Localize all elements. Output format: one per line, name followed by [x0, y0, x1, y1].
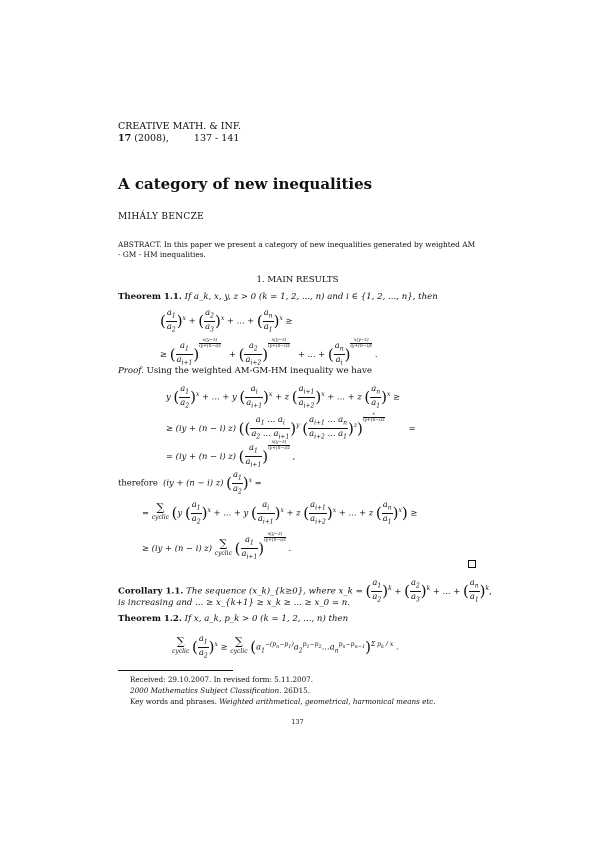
section-heading: 1. MAIN RESULTS [256, 275, 339, 285]
proof-label: Proof. [118, 366, 144, 376]
theorem-1-2 [118, 614, 348, 625]
therefore-line: therefore (iy + (n − i) z) ( $\frac{a_1}{a_2}$ )$^x$ = [118, 469, 262, 496]
corollary-label: Corollary 1.1. [118, 586, 184, 597]
theorem-1-2-formula: ∑ cyclic ( $\frac{a_1}{a_2}$ )$^x$ ≥ ∑ cyclic $(a_1^{-(p_n-p_1)}a_2^{p_1-p_2}...a_n^{p_n-p_{n-1}})^{\Sigma p_k / x}$ . [172, 633, 399, 660]
corollary-1-1: Corollary 1.1. The sequence (x_k)_{k≥0}, where x_k = ( $\frac{a_1}{a_2}$ )$^k$ + ( $\frac{a_2}{a_3}$ )$^k$ + ... + ( $\frac{a_n}{a_1}$ )$^k$, [118, 577, 492, 604]
proof-formula-line-3: = (iy + (n − i) z) ( $\frac{a_1}{a_{i+1}}$ ) $\frac{x(y-z)}{iy+(n-i)z}$ , [166, 440, 296, 469]
theorem-1-1-formula-line-2: ≥ ( $\frac{a_1}{a_{i+1}}$ ) $\frac{x(y-z)}{iy+(n-i)z}$ + ( $\frac{a_2}{a_{i+2}}$ ) $\frac{x(y-z)}{iy+(n-i)z}$ + ... + ( $\frac{a_n}{a_i}$ ) $\frac{x(y-z)}{iy+(n-i)z}$ . [160, 338, 378, 367]
paper-title: A category of new inequalities [118, 175, 373, 193]
journal-name: CREATIVE MATH. & INF. [118, 121, 242, 132]
theorem-1-1-label: Theorem 1.1. [118, 292, 182, 302]
theorem-1-2-text: If x, a_k, p_k > 0 (k = 1, 2, ..., n) then [184, 614, 349, 624]
msc-label: 2000 Mathematics Subject Classification. [130, 686, 282, 695]
keywords-value: Weighted arithmetical, geometrical, harmonical means etc. [219, 697, 436, 706]
author-name: MIHÁLY BENCZE [118, 212, 204, 222]
page-number: 137 [291, 718, 304, 726]
abstract-label: ABSTRACT. [118, 240, 162, 249]
msc-value: 26D15. [283, 686, 311, 695]
proof-text: Using the weighted AM-GM-HM inequality we have [146, 366, 372, 376]
footnote-keywords [130, 697, 436, 707]
journal-pages: 137 - 141 [193, 133, 240, 144]
corollary-line-2: is increasing and ... ≥ x_{k+1} ≥ x_k ≥ ... ≥ x_0 = n. [118, 598, 351, 608]
qed-box [468, 560, 476, 568]
footnote-msc [130, 686, 310, 696]
corollary-text: The sequence (x_k)_{k≥0}, where x_k = [186, 586, 363, 597]
sum-formula-line-1: = ∑ cyclic (y ( $\frac{a_1}{a_2}$ )$^x$ + ... + y ( $\frac{a_i}{a_{i+1}}$ )$^x$ + z ( $\frac{a_{i+1}}{a_{i+2}}$ )$^x$ + ... + z ( $\frac{a_n}{a_1}$ )$^x$) ≥ [142, 499, 418, 526]
proof-formula-line-2: ≥ (iy + (n − i) z) (( $\frac{a_1 ... a_i}{a_2 ... a_{i+1}}$ )$^y$ ( $\frac{a_{i+1} ... a_n}{a_{i+2} ... a_1}$ )$^z$) $\frac{x}{iy+(n-i)z}$ = [166, 412, 416, 441]
keywords-label: Key words and phrases. [130, 697, 217, 706]
abstract-text: In this paper we present a category of new inequalities generated by weighted AM - GM - HM inequalities. [118, 240, 476, 259]
therefore-word: therefore [118, 477, 158, 488]
abstract [118, 240, 478, 260]
journal-volume-line [118, 133, 239, 145]
theorem-1-1-formula-line-1: ( $\frac{a_1}{a_2}$ )$^x$ + ( $\frac{a_2}{a_3}$ )$^x$ + ... + ( $\frac{a_n}{a_1}$ )$^x$ ≥ [160, 307, 293, 334]
sum-formula-line-2: ≥ (iy + (n − i) z) ∑ cyclic ( $\frac{a_1}{a_{i+1}}$ ) $\frac{x(y-z)}{iy+(n-i)z}$ . [142, 532, 292, 561]
proof-formula-line-1: y ( $\frac{a_1}{a_2}$ )$^x$ + ... + y ( $\frac{a_i}{a_{i+1}}$ )$^x$ + z ( $\frac{a_{i+1}}{a_{i+2}}$ )$^x$ + ... + z ( $\frac{a_n}{a_1}$ )$^x$ ≥ [166, 383, 401, 410]
theorem-1-2-label: Theorem 1.2. [118, 614, 182, 624]
theorem-1-1-text: If a_k, x, y, z > 0 (k = 1, 2, ..., n) and i ∈ {1, 2, ..., n}, then [184, 292, 438, 302]
footnote-received: Received: 29.10.2007. In revised form: 5.11.2007. [130, 675, 314, 684]
footnote-rule [118, 670, 233, 671]
journal-volume: 17 [118, 133, 132, 144]
proof [118, 366, 372, 377]
theorem-1-1 [118, 292, 438, 303]
journal-year: (2008), [134, 133, 169, 144]
